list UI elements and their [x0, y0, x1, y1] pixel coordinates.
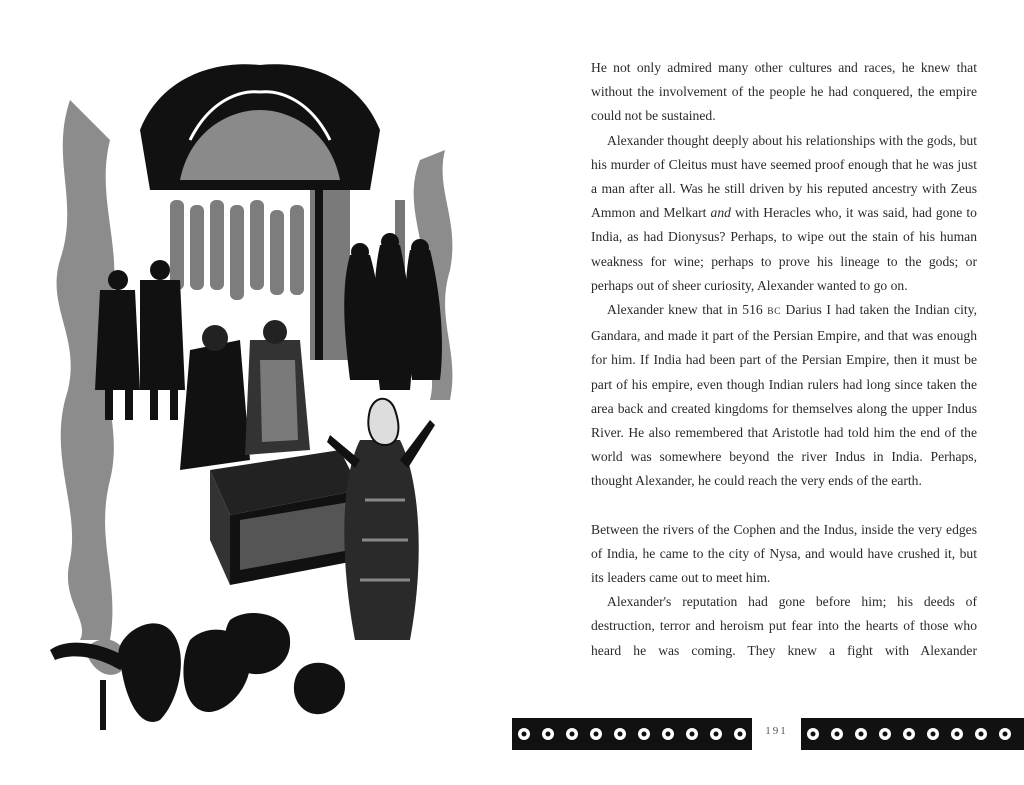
paragraph-3 — [591, 298, 977, 494]
paragraph-2-part-a: Alexander thought deeply about his relationships with the gods, but his murder of Cleitus must have seemed proof enough that he was just a man after all. Was he still driven by his reputed ancestry with Zeus Ammon and Melkart — [591, 132, 977, 221]
page-number: 191 — [765, 725, 788, 737]
paragraph-2 — [591, 129, 977, 298]
paragraph-1: He not only admired many other cultures and races, he knew that without the involvement of the people he had conquered, the empire could not be sustained. — [591, 60, 977, 124]
robed-figures — [344, 233, 442, 390]
ornamental-border-left — [512, 718, 752, 750]
paragraph-3-part-b: Darius I had taken the Indian city, Gandara, and made it part of the Persian Empire, and that was enough for him. If India had been part of the Persian Empire, then it must be part of his empire, even though Indian rulers had long since taken the area back and created kingdoms for themselves along the upper Indus River. He also remembered that Aristotle had told him the end of the world was somewhere beyond the river Indus in India. Perhaps, thought Alexander, he could reach the very ends of the earth. — [591, 302, 977, 489]
ornate-coffin — [210, 450, 360, 585]
body-text — [591, 56, 977, 663]
ornamental-border-right — [801, 718, 1024, 750]
background-crowd — [170, 200, 304, 300]
paragraph-3-part-a: Alexander knew that in 516 — [607, 302, 768, 318]
procession-illustration — [40, 40, 480, 750]
paragraph-5: Alexander's reputation had gone before him; his deeds of destruction, terror and heroism put fear into the hearts of those who heard he was coming. They knew a fight with Alexander — [591, 594, 977, 658]
right-page — [512, 0, 1024, 785]
paragraph-2-part-b: with Heracles who, it was said, had gone to India, as had Dionysus? Perhaps, to wipe out the stain of his human weakness for wine; perhaps to prove his lineage to the gods; or perhaps out of sheer curiosity, Alexander wanted to go on. — [591, 205, 977, 293]
page-footer — [512, 718, 1024, 750]
small-caps-bc: BC — [767, 307, 781, 318]
paragraph-4: Between the rivers of the Cophen and the Indus, inside the very edges of India, he came to the city of Nysa, and would have crushed it, but its leaders came out to meet him. — [591, 521, 977, 586]
royal-figures — [180, 320, 310, 470]
italic-and: and — [710, 205, 731, 221]
